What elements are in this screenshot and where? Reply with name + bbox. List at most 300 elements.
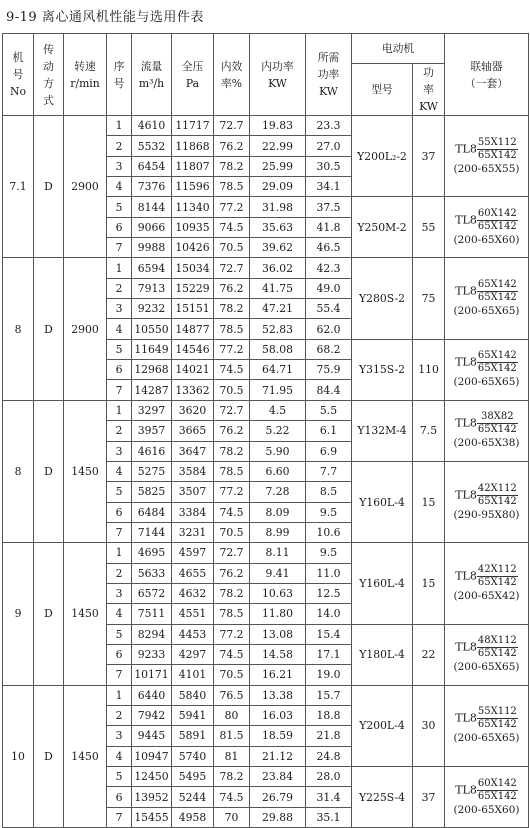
flow-cell: 8294 xyxy=(132,624,172,644)
efficiency-cell: 78.5 xyxy=(214,177,250,197)
seq-cell: 2 xyxy=(107,563,132,583)
flow-cell: 10947 xyxy=(132,746,172,766)
efficiency-cell: 76.5 xyxy=(214,685,250,705)
required-power-cell: 27.0 xyxy=(306,136,352,156)
flow-cell: 4610 xyxy=(132,116,172,136)
flow-cell: 10171 xyxy=(132,665,172,685)
speed-cell: 1450 xyxy=(64,400,107,542)
coupling-fraction xyxy=(477,778,518,803)
motor-model-cell: Y225S-4 xyxy=(352,767,413,828)
seq-cell: 7 xyxy=(107,665,132,685)
efficiency-cell: 78.2 xyxy=(214,156,250,176)
efficiency-cell: 76.2 xyxy=(214,421,250,441)
inner-power-cell: 5.22 xyxy=(250,421,306,441)
flow-cell: 14287 xyxy=(132,380,172,400)
coupling-numerator: 48X112 xyxy=(477,635,517,647)
pressure-cell: 10426 xyxy=(172,238,214,258)
motor-power-cell: 7.5 xyxy=(413,400,445,461)
inner-power-cell: 19.83 xyxy=(250,116,306,136)
coupling-prefix: TL8 xyxy=(455,355,477,369)
seq-cell: 1 xyxy=(107,685,132,705)
efficiency-cell: 70.5 xyxy=(214,665,250,685)
seq-cell: 4 xyxy=(107,746,132,766)
seq-cell: 2 xyxy=(107,705,132,725)
coupling-note: (200-65X65) xyxy=(453,305,520,318)
required-power-cell: 49.0 xyxy=(306,278,352,298)
pressure-cell: 11717 xyxy=(172,116,214,136)
header-motor-power: 功 率 KW xyxy=(413,64,445,116)
coupling-cell xyxy=(445,767,529,828)
fan-performance-table xyxy=(2,33,529,828)
inner-power-cell: 4.5 xyxy=(250,400,306,420)
pressure-cell: 3620 xyxy=(172,400,214,420)
coupling-denominator: 65X142 xyxy=(477,424,517,436)
seq-cell: 4 xyxy=(107,604,132,624)
flow-cell: 8144 xyxy=(132,197,172,217)
pressure-cell: 15151 xyxy=(172,299,214,319)
coupling-cell xyxy=(445,685,529,766)
inner-power-cell: 22.99 xyxy=(250,136,306,156)
pressure-cell: 4632 xyxy=(172,583,214,603)
efficiency-cell: 81.5 xyxy=(214,726,250,746)
pressure-cell: 11340 xyxy=(172,197,214,217)
efficiency-cell: 78.2 xyxy=(214,583,250,603)
pressure-cell: 13362 xyxy=(172,380,214,400)
seq-cell: 5 xyxy=(107,482,132,502)
efficiency-cell: 74.5 xyxy=(214,360,250,380)
header-speed: 转速 r/min xyxy=(64,34,107,116)
motor-power-cell: 15 xyxy=(413,543,445,624)
flow-cell: 7942 xyxy=(132,705,172,725)
flow-cell: 7913 xyxy=(132,278,172,298)
motor-power-cell: 15 xyxy=(413,461,445,542)
seq-cell: 7 xyxy=(107,522,132,542)
flow-cell: 12968 xyxy=(132,360,172,380)
required-power-cell: 19.0 xyxy=(306,665,352,685)
seq-cell: 7 xyxy=(107,238,132,258)
coupling-prefix: TL8 xyxy=(455,213,477,227)
inner-power-cell: 10.63 xyxy=(250,583,306,603)
motor-power-cell: 22 xyxy=(413,624,445,685)
inner-power-cell: 8.09 xyxy=(250,502,306,522)
coupling-prefix: TL8 xyxy=(455,640,477,654)
flow-cell: 15455 xyxy=(132,807,172,827)
required-power-cell: 15.4 xyxy=(306,624,352,644)
inner-power-cell: 6.60 xyxy=(250,461,306,481)
table-row xyxy=(3,400,529,420)
flow-cell: 6484 xyxy=(132,502,172,522)
coupling-prefix: TL8 xyxy=(455,711,477,725)
efficiency-cell: 76.2 xyxy=(214,278,250,298)
coupling-fraction xyxy=(477,279,518,304)
efficiency-cell: 70.5 xyxy=(214,522,250,542)
inner-power-cell: 21.12 xyxy=(250,746,306,766)
drive-cell: D xyxy=(34,400,64,542)
efficiency-cell: 78.2 xyxy=(214,299,250,319)
pressure-cell: 4101 xyxy=(172,665,214,685)
flow-cell: 5532 xyxy=(132,136,172,156)
header-seq: 序 号 xyxy=(107,34,132,116)
required-power-cell: 62.0 xyxy=(306,319,352,339)
coupling-numerator: 60X142 xyxy=(477,777,517,789)
pressure-cell: 14546 xyxy=(172,339,214,359)
motor-power-cell: 30 xyxy=(413,685,445,766)
required-power-cell: 42.3 xyxy=(306,258,352,278)
header-required-power: 所需 功率 KW xyxy=(306,34,352,116)
seq-cell: 3 xyxy=(107,441,132,461)
machine-no-cell: 9 xyxy=(3,543,34,685)
efficiency-cell: 70.5 xyxy=(214,380,250,400)
efficiency-cell: 81 xyxy=(214,746,250,766)
inner-power-cell: 13.38 xyxy=(250,685,306,705)
required-power-cell: 31.4 xyxy=(306,787,352,807)
header-coupling: 联轴器 （一套） xyxy=(445,34,529,116)
seq-cell: 1 xyxy=(107,258,132,278)
efficiency-cell: 77.2 xyxy=(214,197,250,217)
coupling-numerator: 65X142 xyxy=(477,350,517,362)
pressure-cell: 5840 xyxy=(172,685,214,705)
inner-power-cell: 14.58 xyxy=(250,644,306,664)
inner-power-cell: 18.59 xyxy=(250,726,306,746)
coupling-note: (290-95X80) xyxy=(453,508,520,521)
coupling-denominator: 65X142 xyxy=(477,576,517,588)
flow-cell: 9445 xyxy=(132,726,172,746)
flow-cell: 6572 xyxy=(132,583,172,603)
coupling-denominator: 65X142 xyxy=(477,220,517,232)
header-machine-no: 机 号 No xyxy=(3,34,34,116)
table-row xyxy=(3,543,529,563)
inner-power-cell: 29.88 xyxy=(250,807,306,827)
machine-no-cell: 8 xyxy=(3,400,34,542)
required-power-cell: 37.5 xyxy=(306,197,352,217)
pressure-cell: 15229 xyxy=(172,278,214,298)
inner-power-cell: 58.08 xyxy=(250,339,306,359)
drive-cell: D xyxy=(34,116,64,258)
inner-power-cell: 9.41 xyxy=(250,563,306,583)
efficiency-cell: 77.2 xyxy=(214,624,250,644)
efficiency-cell: 78.2 xyxy=(214,441,250,461)
pressure-cell: 5941 xyxy=(172,705,214,725)
speed-cell: 1450 xyxy=(64,685,107,827)
efficiency-cell: 74.5 xyxy=(214,502,250,522)
pressure-cell: 3647 xyxy=(172,441,214,461)
efficiency-cell: 72.7 xyxy=(214,543,250,563)
flow-cell: 9988 xyxy=(132,238,172,258)
coupling-prefix: TL8 xyxy=(455,488,477,502)
coupling-cell xyxy=(445,258,529,339)
coupling-numerator: 42X112 xyxy=(477,563,517,575)
seq-cell: 3 xyxy=(107,299,132,319)
efficiency-cell: 76.2 xyxy=(214,563,250,583)
motor-model-cell: Y160L-4 xyxy=(352,461,413,542)
inner-power-cell: 23.84 xyxy=(250,767,306,787)
seq-cell: 6 xyxy=(107,360,132,380)
inner-power-cell: 26.79 xyxy=(250,787,306,807)
seq-cell: 2 xyxy=(107,278,132,298)
seq-cell: 4 xyxy=(107,177,132,197)
coupling-prefix: TL8 xyxy=(455,284,477,298)
required-power-cell: 8.5 xyxy=(306,482,352,502)
coupling-fraction xyxy=(477,411,518,436)
speed-cell: 1450 xyxy=(64,543,107,685)
required-power-cell: 11.0 xyxy=(306,563,352,583)
inner-power-cell: 35.63 xyxy=(250,217,306,237)
efficiency-cell: 76.2 xyxy=(214,136,250,156)
motor-model-cell: Y180L-4 xyxy=(352,624,413,685)
required-power-cell: 21.8 xyxy=(306,726,352,746)
coupling-prefix: TL8 xyxy=(455,569,477,583)
coupling-cell xyxy=(445,116,529,197)
required-power-cell: 9.5 xyxy=(306,502,352,522)
flow-cell: 4616 xyxy=(132,441,172,461)
coupling-numerator: 42X112 xyxy=(477,482,517,494)
motor-power-cell: 37 xyxy=(413,767,445,828)
flow-cell: 5275 xyxy=(132,461,172,481)
inner-power-cell: 41.75 xyxy=(250,278,306,298)
coupling-note: (200-65X42) xyxy=(453,589,520,602)
inner-power-cell: 39.62 xyxy=(250,238,306,258)
coupling-fraction xyxy=(477,706,518,731)
required-power-cell: 5.5 xyxy=(306,400,352,420)
pressure-cell: 11807 xyxy=(172,156,214,176)
inner-power-cell: 25.99 xyxy=(250,156,306,176)
seq-cell: 2 xyxy=(107,136,132,156)
speed-cell: 2900 xyxy=(64,116,107,258)
coupling-note: (200-65X60) xyxy=(453,803,520,816)
header-efficiency: 内效 率% xyxy=(214,34,250,116)
required-power-cell: 6.9 xyxy=(306,441,352,461)
header-inner-power: 内功率 KW xyxy=(250,34,306,116)
inner-power-cell: 64.71 xyxy=(250,360,306,380)
pressure-cell: 3665 xyxy=(172,421,214,441)
efficiency-cell: 70.5 xyxy=(214,238,250,258)
efficiency-cell: 74.5 xyxy=(214,644,250,664)
inner-power-cell: 29.09 xyxy=(250,177,306,197)
coupling-fraction xyxy=(477,564,518,589)
required-power-cell: 34.1 xyxy=(306,177,352,197)
coupling-denominator: 65X142 xyxy=(477,495,517,507)
table-row xyxy=(3,685,529,705)
required-power-cell: 23.3 xyxy=(306,116,352,136)
inner-power-cell: 11.80 xyxy=(250,604,306,624)
seq-cell: 4 xyxy=(107,319,132,339)
required-power-cell: 15.7 xyxy=(306,685,352,705)
seq-cell: 5 xyxy=(107,339,132,359)
seq-cell: 6 xyxy=(107,502,132,522)
flow-cell: 7376 xyxy=(132,177,172,197)
efficiency-cell: 80 xyxy=(214,705,250,725)
header-motor: 电动机 xyxy=(352,34,445,64)
inner-power-cell: 71.95 xyxy=(250,380,306,400)
header-flow: 流量 m³/h xyxy=(132,34,172,116)
coupling-denominator: 65X142 xyxy=(477,648,517,660)
inner-power-cell: 36.02 xyxy=(250,258,306,278)
motor-model-cell: Y160L-4 xyxy=(352,543,413,624)
flow-cell: 4695 xyxy=(132,543,172,563)
coupling-denominator: 65X142 xyxy=(477,363,517,375)
coupling-note: (200-65X55) xyxy=(453,162,520,175)
inner-power-cell: 5.90 xyxy=(250,441,306,461)
efficiency-cell: 70 xyxy=(214,807,250,827)
seq-cell: 3 xyxy=(107,583,132,603)
motor-model-cell: Y250M-2 xyxy=(352,197,413,258)
pressure-cell: 5495 xyxy=(172,767,214,787)
flow-cell: 7511 xyxy=(132,604,172,624)
coupling-numerator: 65X142 xyxy=(477,279,517,291)
coupling-cell xyxy=(445,339,529,400)
coupling-denominator: 65X142 xyxy=(477,292,517,304)
seq-cell: 3 xyxy=(107,726,132,746)
coupling-note: (200-65X65) xyxy=(453,661,520,674)
efficiency-cell: 77.2 xyxy=(214,339,250,359)
efficiency-cell: 72.7 xyxy=(214,116,250,136)
motor-model-cell: Y315S-2 xyxy=(352,339,413,400)
inner-power-cell: 16.03 xyxy=(250,705,306,725)
pressure-cell: 3231 xyxy=(172,522,214,542)
machine-no-cell: 10 xyxy=(3,685,34,827)
required-power-cell: 17.1 xyxy=(306,644,352,664)
required-power-cell: 68.2 xyxy=(306,339,352,359)
seq-cell: 5 xyxy=(107,624,132,644)
coupling-fraction xyxy=(477,483,518,508)
coupling-cell xyxy=(445,624,529,685)
machine-no-cell: 7.1 xyxy=(3,116,34,258)
required-power-cell: 6.1 xyxy=(306,421,352,441)
pressure-cell: 11596 xyxy=(172,177,214,197)
pressure-cell: 5740 xyxy=(172,746,214,766)
coupling-cell xyxy=(445,543,529,624)
motor-model-cell: Y280S-2 xyxy=(352,258,413,339)
pressure-cell: 4297 xyxy=(172,644,214,664)
flow-cell: 11649 xyxy=(132,339,172,359)
coupling-prefix: TL8 xyxy=(455,416,477,430)
coupling-cell xyxy=(445,197,529,258)
seq-cell: 6 xyxy=(107,217,132,237)
coupling-prefix: TL8 xyxy=(455,142,477,156)
pressure-cell: 3507 xyxy=(172,482,214,502)
flow-cell: 3297 xyxy=(132,400,172,420)
pressure-cell: 5891 xyxy=(172,726,214,746)
flow-cell: 10550 xyxy=(132,319,172,339)
coupling-numerator: 55X112 xyxy=(477,706,517,718)
pressure-cell: 4958 xyxy=(172,807,214,827)
seq-cell: 5 xyxy=(107,767,132,787)
coupling-prefix: TL8 xyxy=(455,783,477,797)
seq-cell: 6 xyxy=(107,787,132,807)
inner-power-cell: 8.99 xyxy=(250,522,306,542)
required-power-cell: 10.6 xyxy=(306,522,352,542)
required-power-cell: 46.5 xyxy=(306,238,352,258)
inner-power-cell: 16.21 xyxy=(250,665,306,685)
coupling-cell xyxy=(445,461,529,542)
table-row xyxy=(3,258,529,278)
required-power-cell: 30.5 xyxy=(306,156,352,176)
flow-cell: 5825 xyxy=(132,482,172,502)
inner-power-cell: 52.83 xyxy=(250,319,306,339)
seq-cell: 1 xyxy=(107,116,132,136)
coupling-note: (200-65X65) xyxy=(453,732,520,745)
coupling-numerator: 38X82 xyxy=(477,411,518,424)
pressure-cell: 11868 xyxy=(172,136,214,156)
flow-cell: 6594 xyxy=(132,258,172,278)
inner-power-cell: 8.11 xyxy=(250,543,306,563)
required-power-cell: 28.0 xyxy=(306,767,352,787)
pressure-cell: 14021 xyxy=(172,360,214,380)
required-power-cell: 84.4 xyxy=(306,380,352,400)
pressure-cell: 5244 xyxy=(172,787,214,807)
motor-power-cell: 55 xyxy=(413,197,445,258)
flow-cell: 13952 xyxy=(132,787,172,807)
required-power-cell: 55.4 xyxy=(306,299,352,319)
drive-cell: D xyxy=(34,685,64,827)
efficiency-cell: 74.5 xyxy=(214,217,250,237)
required-power-cell: 35.1 xyxy=(306,807,352,827)
flow-cell: 12450 xyxy=(132,767,172,787)
coupling-note: (200-65X38) xyxy=(453,437,520,450)
motor-power-cell: 37 xyxy=(413,116,445,197)
required-power-cell: 18.8 xyxy=(306,705,352,725)
inner-power-cell: 13.08 xyxy=(250,624,306,644)
coupling-cell xyxy=(445,400,529,461)
drive-cell: D xyxy=(34,543,64,685)
efficiency-cell: 78.5 xyxy=(214,604,250,624)
inner-power-cell: 31.98 xyxy=(250,197,306,217)
required-power-cell: 75.9 xyxy=(306,360,352,380)
coupling-fraction xyxy=(477,635,518,660)
inner-power-cell: 7.28 xyxy=(250,482,306,502)
efficiency-cell: 78.2 xyxy=(214,767,250,787)
flow-cell: 5633 xyxy=(132,563,172,583)
required-power-cell: 24.8 xyxy=(306,746,352,766)
motor-model-cell: Y132M-4 xyxy=(352,400,413,461)
coupling-denominator: 65X142 xyxy=(477,719,517,731)
motor-power-cell: 110 xyxy=(413,339,445,400)
required-power-cell: 14.0 xyxy=(306,604,352,624)
inner-power-cell: 47.21 xyxy=(250,299,306,319)
coupling-numerator: 55X112 xyxy=(477,136,517,148)
pressure-cell: 4655 xyxy=(172,563,214,583)
speed-cell: 2900 xyxy=(64,258,107,400)
header-pressure: 全压 Pa xyxy=(172,34,214,116)
pressure-cell: 3384 xyxy=(172,502,214,522)
header-drive: 传 动 方 式 xyxy=(34,34,64,116)
header-motor-model: 型号 xyxy=(352,64,413,116)
seq-cell: 7 xyxy=(107,380,132,400)
seq-cell: 3 xyxy=(107,156,132,176)
machine-no-cell: 8 xyxy=(3,258,34,400)
flow-cell: 6440 xyxy=(132,685,172,705)
drive-cell: D xyxy=(34,258,64,400)
efficiency-cell: 72.7 xyxy=(214,400,250,420)
flow-cell: 7144 xyxy=(132,522,172,542)
pressure-cell: 4453 xyxy=(172,624,214,644)
efficiency-cell: 77.2 xyxy=(214,482,250,502)
coupling-note: (200-65X65) xyxy=(453,376,520,389)
pressure-cell: 4597 xyxy=(172,543,214,563)
efficiency-cell: 78.5 xyxy=(214,461,250,481)
table-body xyxy=(3,116,529,828)
seq-cell: 4 xyxy=(107,461,132,481)
page-title: 9-19 离心通风机性能与选用件表 xyxy=(6,10,204,25)
motor-model-cell: Y200L-4 xyxy=(352,685,413,766)
coupling-fraction xyxy=(477,208,518,233)
efficiency-cell: 78.5 xyxy=(214,319,250,339)
pressure-cell: 10935 xyxy=(172,217,214,237)
coupling-numerator: 60X142 xyxy=(477,207,517,219)
pressure-cell: 3584 xyxy=(172,461,214,481)
coupling-fraction xyxy=(477,137,518,162)
flow-cell: 9232 xyxy=(132,299,172,319)
